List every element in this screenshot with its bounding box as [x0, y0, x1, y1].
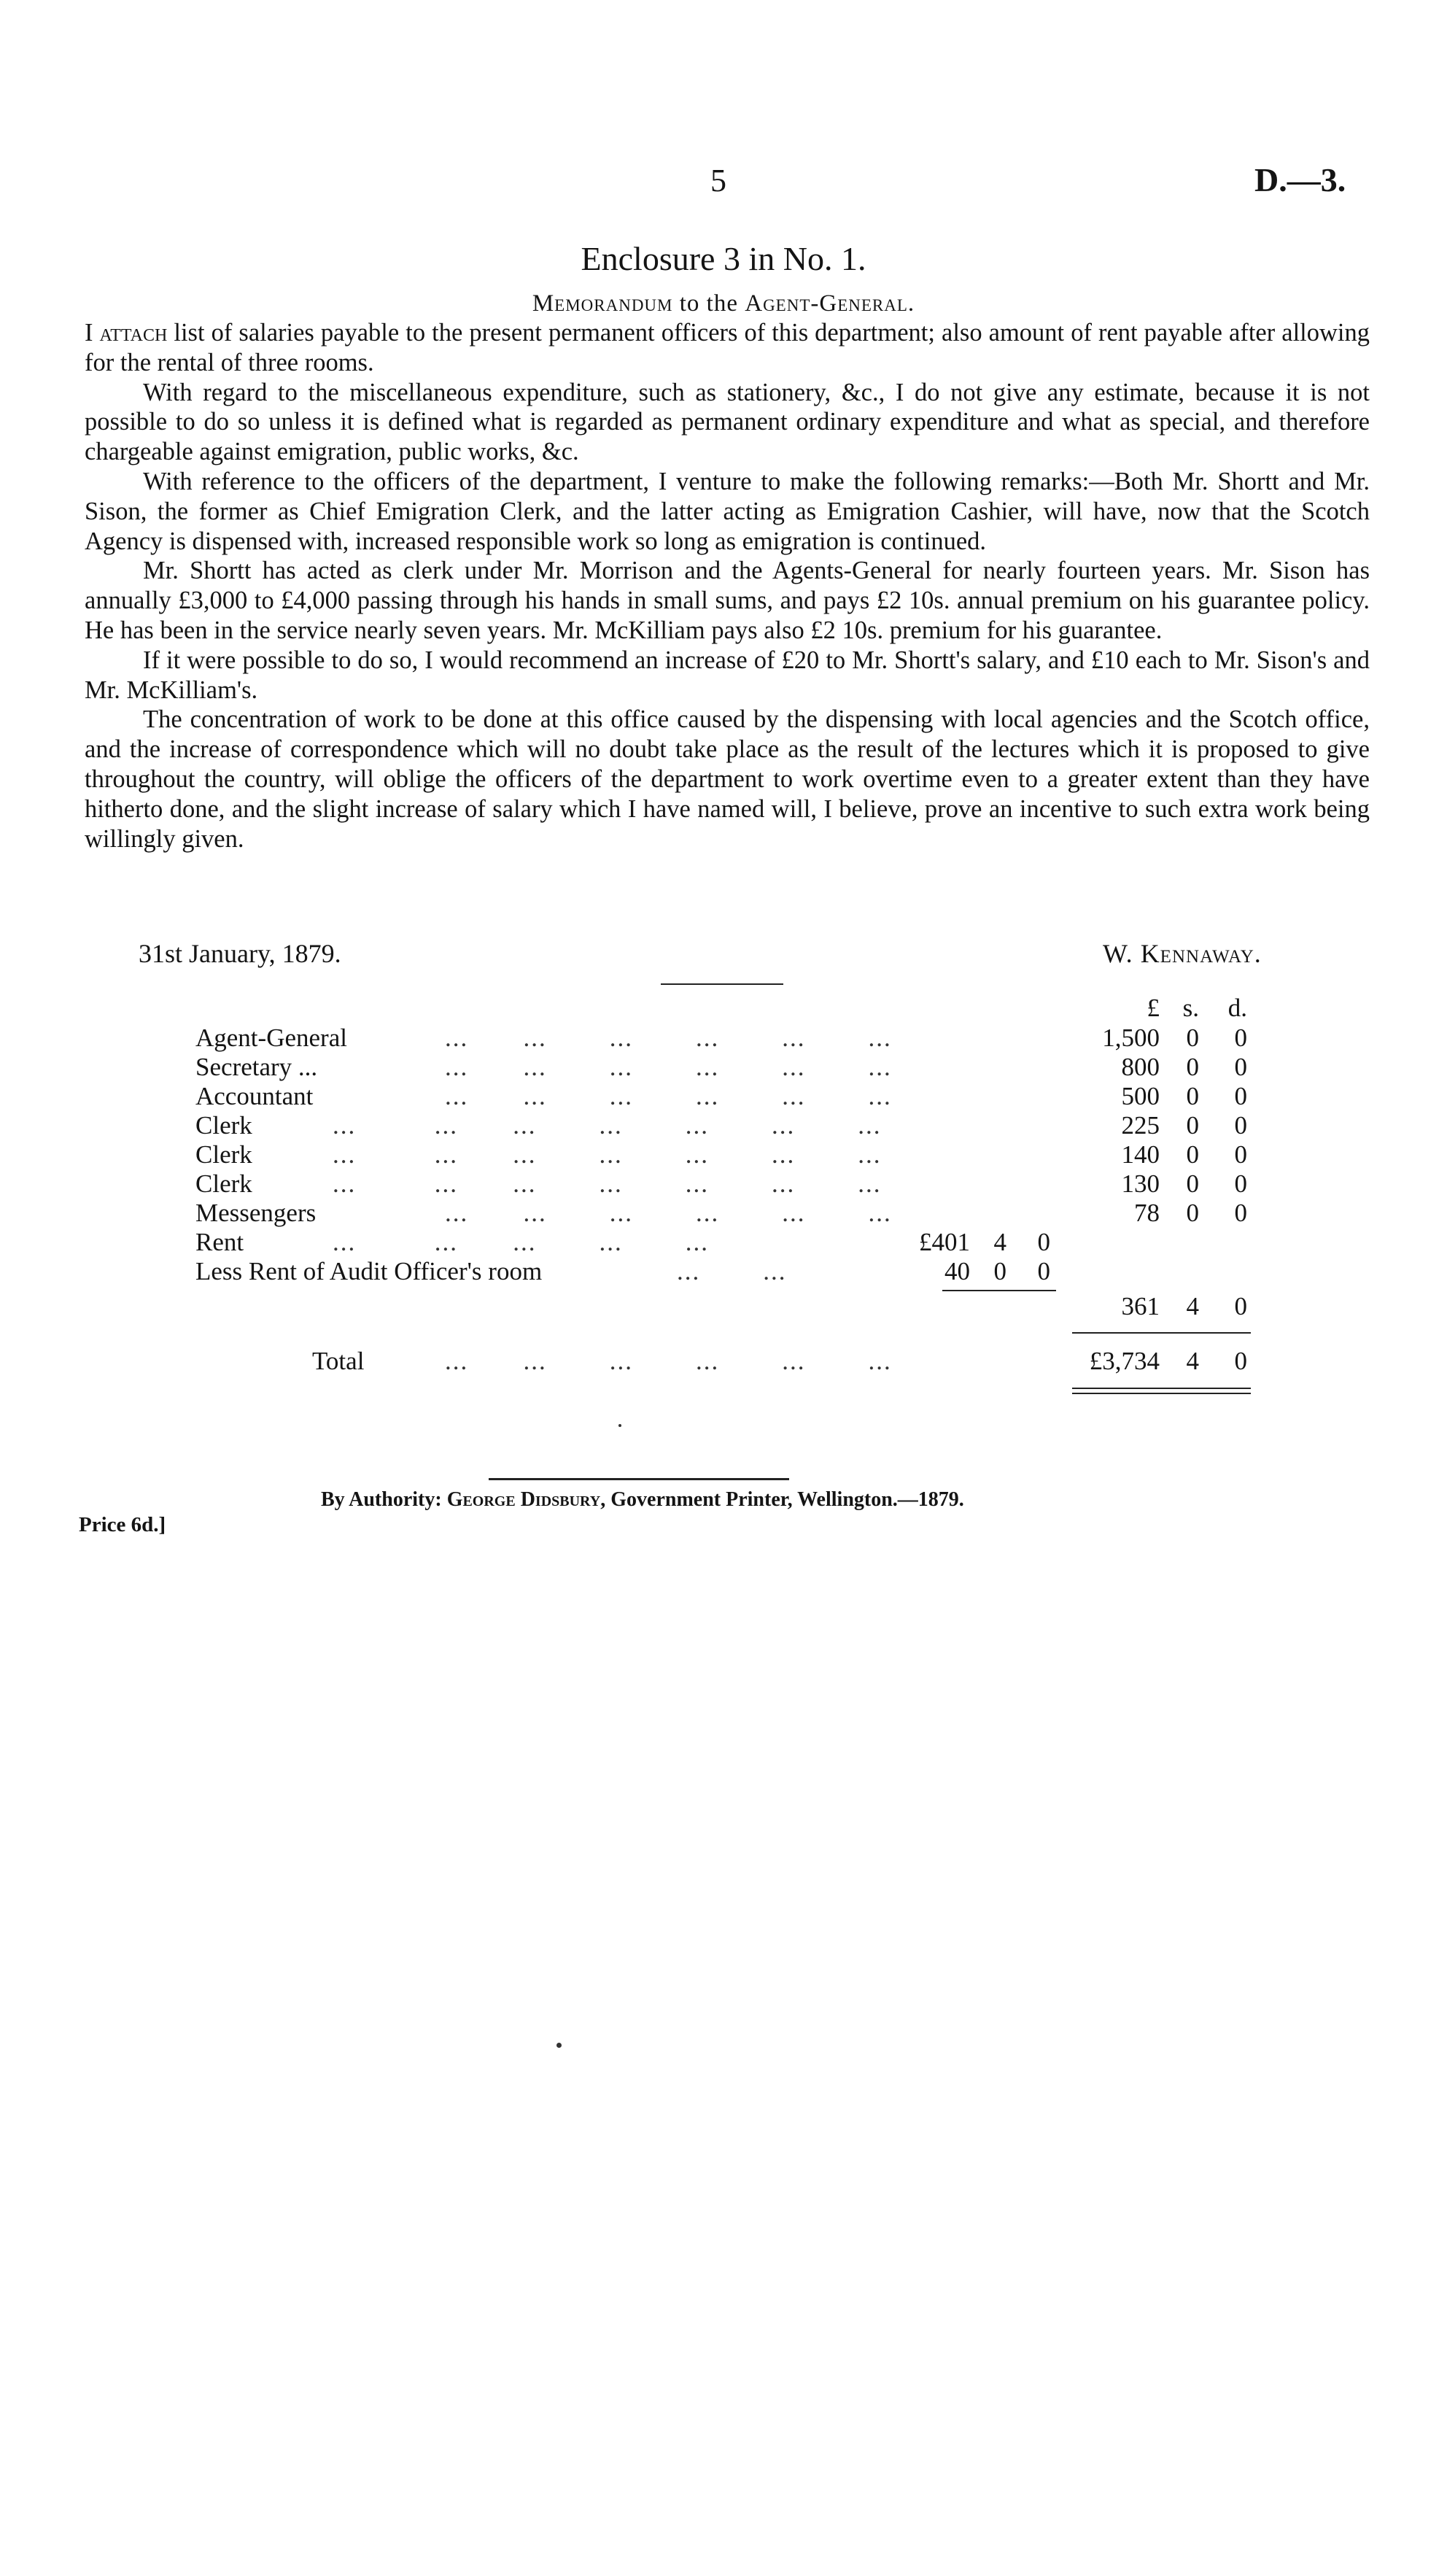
leader-dots: ... ... ... ... ... ... ... — [333, 1140, 882, 1169]
memo-heading — [0, 290, 1447, 317]
header-shillings: s. — [1182, 994, 1199, 1022]
paragraph-5: If it were possible to do so, I would recommend an increase of £20 to Mr. Shortt's salary, and £10 each to Mr. Sison's and Mr. McKilliam's. — [85, 646, 1370, 704]
row-label: Secretary ... — [195, 1053, 318, 1081]
memo-heading-last: Agent-General. — [745, 290, 915, 317]
row-label: Clerk — [195, 1140, 252, 1169]
row-pounds: 225 — [1121, 1111, 1160, 1140]
row-pounds: 130 — [1121, 1169, 1160, 1198]
row-label: Clerk — [195, 1111, 252, 1140]
row-label: Clerk — [195, 1169, 252, 1198]
signature-initial: W. — [1103, 939, 1133, 968]
memo-date: 31st January, 1879. — [139, 939, 341, 968]
row-pence: 0 — [1234, 1140, 1247, 1169]
leader-dots: ... ... ... ... ... — [333, 1228, 709, 1256]
leader-dots: ... ... — [677, 1257, 787, 1285]
paragraph-1-lead: I attach — [85, 319, 168, 347]
paragraph-1 — [85, 318, 1370, 378]
rent-pounds: £401 — [919, 1228, 970, 1256]
rent-label: Rent — [195, 1228, 244, 1256]
row-shillings: 0 — [1186, 1082, 1199, 1110]
paper-speck — [618, 1424, 621, 1427]
net-rent-pounds: 361 — [1121, 1292, 1160, 1320]
rent-shillings: 4 — [993, 1228, 1006, 1256]
row-pence: 0 — [1234, 1111, 1247, 1140]
header-pence: d. — [1227, 994, 1247, 1022]
row-shillings: 0 — [1186, 1199, 1199, 1227]
total-rule-top — [1072, 1332, 1251, 1334]
memo-heading-middle: to the — [672, 290, 745, 317]
total-pounds: £3,734 — [1089, 1347, 1160, 1375]
less-rent-label: Less Rent of Audit Officer's room — [195, 1257, 543, 1285]
row-pence: 0 — [1234, 1199, 1247, 1227]
less-rent-pounds: 40 — [944, 1257, 970, 1285]
leader-dots: ... ... ... ... ... ... ... — [333, 1169, 882, 1198]
printer-name: George Didsbury — [446, 1488, 601, 1511]
memo-body — [85, 318, 1370, 854]
leader-dots: ... ... ... ... ... ... — [445, 1082, 892, 1110]
row-shillings: 0 — [1186, 1053, 1199, 1081]
printer-rest: , Government Printer, Wellington.—1879. — [600, 1488, 964, 1511]
rent-subtotal-rule — [942, 1290, 1056, 1291]
total-rule-double-2 — [1072, 1393, 1251, 1394]
signature — [1103, 938, 1262, 969]
total-pence: 0 — [1234, 1347, 1247, 1375]
row-pence: 0 — [1234, 1024, 1247, 1052]
row-shillings: 0 — [1186, 1140, 1199, 1169]
row-label: Accountant — [195, 1082, 314, 1110]
paper-speck — [556, 2043, 562, 2048]
paragraph-3: With reference to the officers of the department, I venture to make the following remarks:—Both Mr. Shortt and Mr. Sison, the former as Chief Emigration Clerk, and the latter acting as Emigration Cashier, will have, now that the Scotch Agency is dispensed with, increased responsible work so long as emigration is continued. — [85, 467, 1370, 555]
leader-dots: ... ... ... ... ... ... — [445, 1053, 892, 1081]
row-pounds: 1,500 — [1102, 1024, 1160, 1052]
total-shillings: 4 — [1186, 1347, 1199, 1375]
leader-dots: ... ... ... ... ... ... ... — [333, 1111, 882, 1140]
less-rent-shillings: 0 — [993, 1257, 1006, 1285]
leader-dots: ... ... ... ... ... ... — [445, 1347, 892, 1375]
row-pounds: 800 — [1121, 1053, 1160, 1081]
row-pounds: 500 — [1121, 1082, 1160, 1110]
footer-rule — [489, 1478, 789, 1480]
total-label: Total — [312, 1347, 365, 1375]
page-number: 5 — [710, 163, 726, 198]
document-code: D.—3. — [1254, 161, 1346, 198]
row-shillings: 0 — [1186, 1169, 1199, 1198]
row-label: Messengers — [195, 1199, 317, 1227]
paragraph-2: With regard to the miscellaneous expenditure, such as stationery, &c., I do not give any estimate, because it is not possible to do so unless it is defined what is regarded as permanent ordinary expenditure and what as special, and therefore chargeable against emigration, public works, &c. — [85, 378, 1370, 466]
row-shillings: 0 — [1186, 1024, 1199, 1052]
enclosure-title: Enclosure 3 in No. 1. — [581, 240, 866, 277]
printer-authority — [321, 1488, 964, 1512]
authority-lead: By Authority: — [321, 1488, 447, 1511]
paragraph-1-rest: list of salaries payable to the present permanent officers of this department; also amount of rent payable after allowing for the rental of three rooms. — [85, 319, 1370, 376]
net-rent-pence: 0 — [1234, 1292, 1247, 1320]
separator-rule — [661, 983, 783, 985]
row-pence: 0 — [1234, 1053, 1247, 1081]
row-pence: 0 — [1234, 1169, 1247, 1198]
rent-pence: 0 — [1037, 1228, 1050, 1256]
header-pounds: £ — [1147, 994, 1160, 1022]
leader-dots: ... ... ... ... ... ... — [445, 1024, 892, 1052]
row-pounds: 78 — [1134, 1199, 1160, 1227]
less-rent-pence: 0 — [1037, 1257, 1050, 1285]
row-pence: 0 — [1234, 1082, 1247, 1110]
memo-heading-first: Memorandum — [532, 290, 673, 317]
total-rule-double-1 — [1072, 1388, 1251, 1389]
paragraph-6: The concentration of work to be done at this office caused by the dispensing with local agencies and the Scotch office, and the increase of correspondence which will no doubt take place as the result of the lectures which it is proposed to give throughout the country, will oblige the officers of the department to work overtime even to a greater extent than they have hitherto done, and the slight increase of salary which I have named will, I believe, prove an incentive to such extra work being willingly given. — [85, 705, 1370, 853]
leader-dots: ... ... ... ... ... ... — [445, 1199, 892, 1227]
signature-surname: Kennaway. — [1140, 939, 1262, 968]
price: Price 6d.] — [79, 1513, 166, 1536]
paragraph-4: Mr. Shortt has acted as clerk under Mr. Morrison and the Agents-General for nearly fourteen years. Mr. Sison has annually £3,000 to £4,000 passing through his hands in small sums, and pays £2 10s. annual premium on his guarantee policy. He has been in the service nearly seven years. Mr. McKilliam pays also £2 10s. premium for his guarantee. — [85, 557, 1370, 644]
row-pounds: 140 — [1121, 1140, 1160, 1169]
row-shillings: 0 — [1186, 1111, 1199, 1140]
row-label: Agent-General — [195, 1024, 347, 1052]
net-rent-shillings: 4 — [1186, 1292, 1199, 1320]
